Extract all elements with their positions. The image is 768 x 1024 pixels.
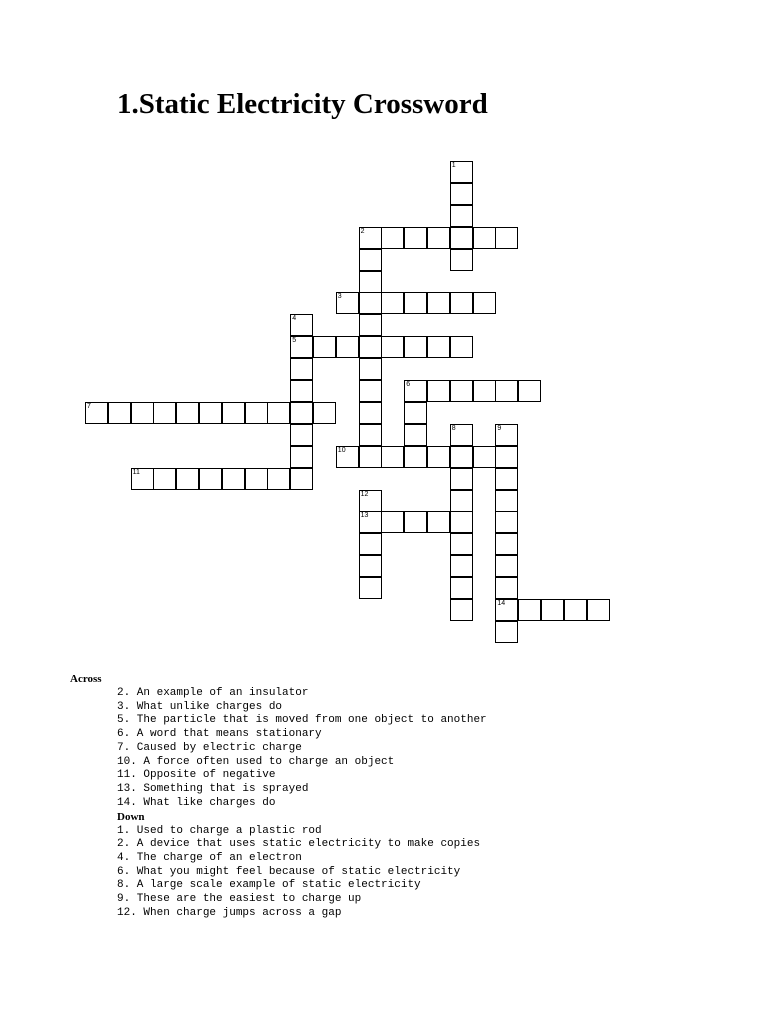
grid-cell xyxy=(199,402,222,424)
grid-cell xyxy=(222,468,245,490)
across-clue: 13. Something that is sprayed xyxy=(117,782,309,795)
grid-cell xyxy=(222,402,245,424)
grid-cell xyxy=(450,424,473,446)
grid-cell xyxy=(427,511,450,533)
grid-cell xyxy=(404,402,427,424)
across-clue: 6. A word that means stationary xyxy=(117,728,322,741)
cell-number: 1 xyxy=(451,162,456,169)
grid-cell xyxy=(336,446,359,468)
grid-cell xyxy=(176,468,199,490)
grid-cell xyxy=(450,336,473,358)
grid-cell xyxy=(381,336,404,358)
grid-cell xyxy=(495,621,518,643)
grid-cell xyxy=(359,424,382,446)
grid-cell xyxy=(495,468,518,490)
across-clue: 2. An example of an insulator xyxy=(117,687,309,699)
grid-cell xyxy=(495,577,518,599)
grid-cell xyxy=(336,336,359,358)
cell-number: 8 xyxy=(451,424,456,432)
across-clue: 10. A force often used to charge an object xyxy=(117,755,395,768)
grid-cell xyxy=(587,599,610,621)
down-clue: 8. A large scale example of static electricity xyxy=(117,879,421,892)
grid-cell xyxy=(450,183,473,205)
across-clue: 11. Opposite of negative xyxy=(117,769,276,782)
grid-cell xyxy=(450,205,473,227)
grid-cell xyxy=(450,577,473,599)
grid-cell xyxy=(153,402,176,424)
grid-cell xyxy=(290,402,313,424)
page-title: 1.Static Electricity Crossword xyxy=(117,88,488,120)
cell-number: 12 xyxy=(360,490,369,498)
grid-cell xyxy=(473,227,496,249)
grid-cell xyxy=(359,380,382,402)
grid-cell xyxy=(359,446,382,468)
grid-cell xyxy=(359,227,382,249)
cell-number: 14 xyxy=(497,600,506,607)
grid-cell xyxy=(427,292,450,314)
grid-cell xyxy=(450,468,473,490)
cell-number: 13 xyxy=(360,512,369,520)
grid-cell xyxy=(267,402,290,424)
grid-cell xyxy=(199,468,222,490)
grid-cell xyxy=(153,468,176,490)
grid-cell xyxy=(495,511,518,533)
grid-cell xyxy=(359,490,382,512)
grid-cell xyxy=(381,511,404,533)
grid-cell xyxy=(176,402,199,424)
grid-cell xyxy=(541,599,564,621)
down-clue: 9. These are the easiest to charge up xyxy=(117,893,362,905)
grid-cell xyxy=(450,555,473,577)
grid-cell xyxy=(290,446,313,468)
down-clue: 12. When charge jumps across a gap xyxy=(117,906,342,919)
grid-cell xyxy=(495,446,518,468)
grid-cell xyxy=(290,336,313,358)
across-clue: 7. Caused by electric charge xyxy=(117,741,302,754)
grid-cell xyxy=(495,380,518,402)
grid-cell xyxy=(404,292,427,314)
grid-cell xyxy=(359,402,382,424)
cell-number: 2 xyxy=(360,227,365,235)
grid-cell xyxy=(495,490,518,512)
down-heading: Down xyxy=(117,811,145,823)
grid-cell xyxy=(381,446,404,468)
cell-number: 6 xyxy=(406,381,411,388)
grid-cell xyxy=(381,227,404,249)
grid-cell xyxy=(404,424,427,446)
grid-cell xyxy=(450,490,473,512)
grid-cell xyxy=(450,249,473,271)
grid-cell xyxy=(404,227,427,249)
grid-cell xyxy=(359,271,382,293)
grid-cell xyxy=(131,468,154,490)
grid-cell xyxy=(495,555,518,577)
grid-cell xyxy=(427,446,450,468)
grid-cell xyxy=(450,292,473,314)
grid-cell xyxy=(473,380,496,402)
grid-cell xyxy=(381,292,404,314)
grid-cell xyxy=(450,511,473,533)
grid-cell xyxy=(359,249,382,271)
grid-cell xyxy=(290,314,313,336)
grid-cell xyxy=(450,533,473,555)
grid-cell xyxy=(313,336,336,358)
grid-cell xyxy=(427,227,450,249)
grid-cell xyxy=(313,402,336,424)
grid-cell xyxy=(359,533,382,555)
cell-number: 11 xyxy=(132,468,140,476)
grid-cell xyxy=(359,555,382,577)
grid-cell xyxy=(359,511,382,533)
cell-number: 5 xyxy=(292,337,297,345)
grid-cell xyxy=(359,314,382,336)
grid-cell xyxy=(267,468,290,490)
across-clue: 5. The particle that is moved from one object to another xyxy=(117,714,487,727)
grid-cell xyxy=(495,424,518,446)
across-heading: Across xyxy=(70,673,102,685)
grid-cell xyxy=(290,380,313,402)
grid-cell xyxy=(245,402,268,424)
grid-cell xyxy=(359,292,382,314)
grid-cell xyxy=(85,402,108,424)
grid-cell xyxy=(290,468,313,490)
grid-cell xyxy=(495,599,518,621)
grid-cell xyxy=(108,402,131,424)
grid-cell xyxy=(495,533,518,555)
grid-cell xyxy=(404,336,427,358)
grid-cell xyxy=(404,380,427,402)
down-clue: 4. The charge of an electron xyxy=(117,851,302,864)
down-clue: 2. A device that uses static electricity to make copies xyxy=(117,838,481,851)
grid-cell xyxy=(427,380,450,402)
grid-cell xyxy=(359,358,382,380)
grid-cell xyxy=(450,446,473,468)
grid-cell xyxy=(404,511,427,533)
grid-cell xyxy=(131,402,154,424)
grid-cell xyxy=(450,380,473,402)
grid-cell xyxy=(495,227,518,249)
grid-cell xyxy=(450,227,473,249)
grid-cell xyxy=(518,599,541,621)
grid-cell xyxy=(359,336,382,358)
cell-number: 7 xyxy=(87,402,91,410)
grid-cell xyxy=(359,577,382,599)
down-clue: 1. Used to charge a plastic rod xyxy=(117,824,322,837)
grid-cell xyxy=(290,424,313,446)
across-clue: 14. What like charges do xyxy=(117,796,276,809)
cell-number: 4 xyxy=(292,315,297,323)
grid-cell xyxy=(427,336,450,358)
cell-number: 3 xyxy=(337,293,342,301)
grid-cell xyxy=(473,292,496,314)
grid-cell xyxy=(290,358,313,380)
cell-number: 10 xyxy=(337,446,346,454)
grid-cell xyxy=(245,468,268,490)
down-clue: 6. What you might feel because of static electricity xyxy=(117,865,461,878)
across-clue: 3. What unlike charges do xyxy=(117,700,283,713)
grid-cell xyxy=(336,292,359,314)
grid-cell xyxy=(450,599,473,621)
grid-cell xyxy=(473,446,496,468)
grid-cell xyxy=(450,161,473,183)
grid-cell xyxy=(518,380,541,402)
grid-cell xyxy=(564,599,587,621)
cell-number: 9 xyxy=(497,424,502,432)
grid-cell xyxy=(404,446,427,468)
